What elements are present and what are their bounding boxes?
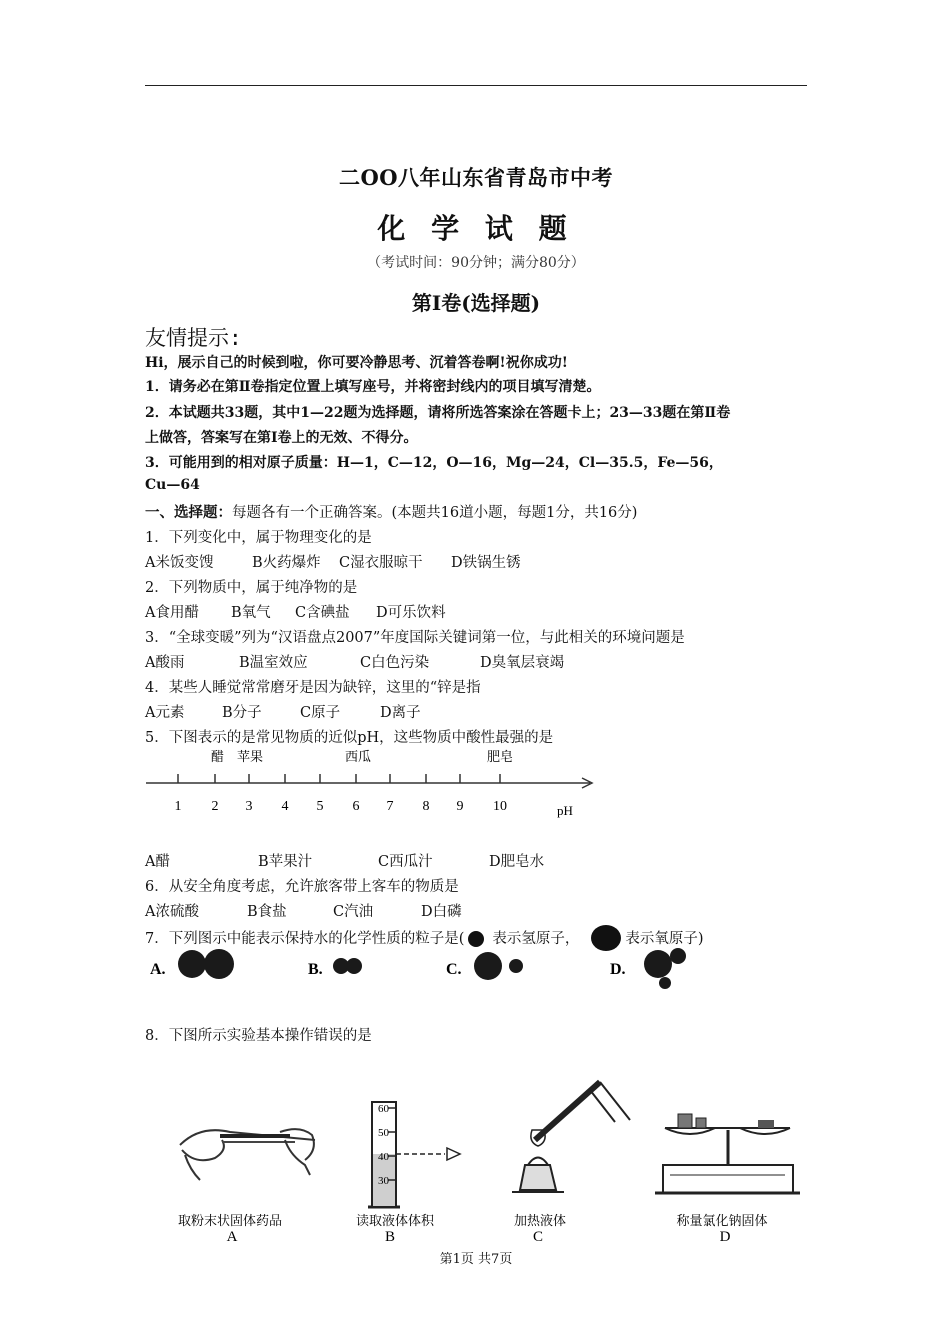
option-c-hydrogen: [509, 959, 523, 973]
option-d: D臭氧层衰竭: [480, 655, 565, 671]
option-d-label: D.: [610, 961, 626, 978]
question-3-options: [145, 651, 564, 672]
letter-b: B: [384, 1229, 396, 1242]
option-a: A元素: [145, 705, 185, 721]
option-b: B食盐: [247, 904, 287, 920]
question-6-options: [145, 900, 462, 921]
figure-d-balance: [655, 1114, 800, 1193]
option-d: D白磷: [421, 904, 462, 920]
option-a-label: A.: [150, 961, 166, 978]
exam-time-info: （考试时间：90分钟；满分80分）: [367, 255, 585, 271]
top-rule: [145, 85, 807, 86]
question-2-options: [145, 601, 446, 622]
question-7-stem-b: 表示氢原子，: [492, 931, 580, 947]
option-d: D可乐饮料: [376, 605, 446, 621]
caption-c: 加热液体: [513, 1213, 567, 1228]
option-b: B分子: [222, 705, 262, 721]
question-5-stem: 5．下图表示的是常见物质的近似pH，这些物质中酸性最强的是: [145, 730, 554, 746]
cylinder-mark-40: 40: [378, 1151, 389, 1163]
eye-icon: [447, 1148, 460, 1160]
cylinder-mark-30: 30: [378, 1175, 389, 1187]
ph-label-watermelon: 西瓜: [345, 749, 372, 764]
option-c: C湿衣服晾干: [339, 555, 423, 571]
ph-label-vinegar: 醋: [211, 749, 225, 764]
ph-tick-label: 4: [281, 799, 289, 814]
question-7-stem-a: 7．下列图示中能表示保持水的化学性质的粒子是(: [145, 931, 465, 947]
option-d-hydrogen-bottom: [659, 977, 671, 989]
caption-a: 取粉末状固体药品: [177, 1213, 283, 1228]
ph-label-soap: 肥皂: [487, 749, 514, 764]
letter-a: A: [226, 1229, 238, 1242]
question-2-stem: 2．下列物质中，属于纯净物的是: [145, 580, 358, 596]
ph-tick-label: 2: [211, 799, 219, 814]
option-d: D铁锅生锈: [451, 555, 521, 571]
option-d-hydrogen-top: [670, 948, 686, 964]
option-a: A酸雨: [145, 655, 185, 671]
question-8-stem: 8．下图所示实验基本操作错误的是: [145, 1028, 372, 1044]
option-b: B苹果汁: [258, 854, 313, 870]
ph-tick-label: 9: [456, 799, 464, 814]
ph-ticks: [175, 774, 508, 814]
ph-tick-label: 5: [316, 799, 324, 814]
option-b: B火药爆炸: [252, 555, 321, 571]
ph-tick-label: 10: [493, 799, 507, 814]
tips-item-1: 1．请务必在第Ⅱ卷指定位置上填写座号，并将密封线内的项目填写清楚。: [145, 379, 601, 395]
option-d-oxygen: [644, 950, 672, 978]
option-c: C白色污染: [360, 655, 430, 671]
ph-tick-label: 6: [352, 799, 360, 814]
letter-c: C: [532, 1229, 544, 1242]
option-a: A食用醋: [145, 605, 199, 621]
question-4-options: [145, 701, 421, 722]
page-footer: 第1页 共7页: [439, 1252, 513, 1267]
ph-scale-diagram: [140, 744, 600, 834]
option-b-atom-right: [346, 958, 362, 974]
option-a: A浓硫酸: [145, 904, 199, 920]
question-1-options: [145, 551, 521, 572]
question-7-stem-c: 表示氧原子): [625, 931, 704, 947]
cylinder-mark-60: 60: [378, 1103, 389, 1115]
figure-a-powder-sampling: [180, 1129, 315, 1180]
section-one-label: 一、选择题：: [145, 504, 232, 521]
tips-item-3-line1: 3．可能用到的相对原子质量：H—1，C—12，O—16，Mg—24，Cl—35.5，Fe—56，: [145, 455, 723, 471]
question-8-figure: [160, 1070, 820, 1242]
tips-item-3-line2: Cu—64: [145, 477, 200, 493]
option-c: C原子: [300, 705, 341, 721]
tips-greeting: Hi，展示自己的时候到啦，你可要冷静思考、沉着答卷啊!祝你成功!: [145, 355, 568, 371]
ph-tick-label: 1: [174, 799, 182, 814]
tips-heading: 友情提示:: [145, 326, 242, 350]
option-d: D离子: [380, 705, 421, 721]
tips-item-2-line2: 上做答，答案写在第Ⅰ卷上的无效、不得分。: [145, 430, 418, 446]
option-c: C汽油: [333, 904, 374, 920]
question-3-stem: 3．“全球变暖”列为“汉语盘点2007”年度国际关键词第一位，与此相关的环境问题是: [145, 630, 685, 646]
volume-title: 第Ⅰ卷(选择题): [411, 291, 541, 315]
tips-item-2-line1: 2．本试题共33题，其中1—22题为选择题，请将所选答案涂在答题卡上；23—33题在第Ⅱ卷: [145, 405, 731, 421]
subject-title: 化 学 试 题: [377, 212, 575, 245]
option-a-atom-right: [204, 949, 234, 979]
section-one-header: [145, 501, 637, 522]
option-c: C含碘盐: [295, 605, 350, 621]
caption-d: 称量氯化钠固体: [676, 1213, 768, 1228]
caption-b: 读取液体体积: [355, 1213, 435, 1228]
cylinder-mark-50: 50: [378, 1127, 389, 1139]
ph-tick-label: 3: [245, 799, 253, 814]
letter-d: D: [719, 1229, 731, 1242]
option-d: D肥皂水: [489, 854, 545, 870]
option-b: B温室效应: [239, 655, 308, 671]
option-c-oxygen: [474, 952, 502, 980]
option-c: C西瓜汁: [378, 854, 433, 870]
ph-tick-label: 8: [422, 799, 430, 814]
exam-title: 二OO八年山东省青岛市中考: [338, 165, 614, 190]
option-c-label: C.: [446, 961, 462, 978]
question-6-stem: 6．从安全角度考虑，允许旅客带上客车的物质是: [145, 879, 459, 895]
question-7-options-diagram: [145, 945, 705, 995]
section-one-desc: 每题各有一个正确答案。(本题共16道小题，每题1分，共16分): [232, 505, 638, 521]
question-1-stem: 1．下列变化中，属于物理变化的是: [145, 530, 372, 546]
ph-label-apple: 苹果: [237, 749, 264, 764]
question-5-options: [145, 850, 544, 871]
option-a: A米饭变馊: [145, 555, 214, 571]
question-4-stem: 4．某些人睡觉常常磨牙是因为缺锌，这里的“锌是指: [145, 680, 481, 696]
ph-tick-label: 7: [386, 799, 394, 814]
option-b: B氧气: [231, 605, 271, 621]
option-b-label: B.: [308, 961, 323, 978]
figure-c-heating-liquid: [512, 1082, 630, 1192]
ph-unit-label: pH: [557, 803, 573, 818]
option-a: A醋: [145, 854, 170, 870]
option-a-atom-left: [178, 950, 206, 978]
